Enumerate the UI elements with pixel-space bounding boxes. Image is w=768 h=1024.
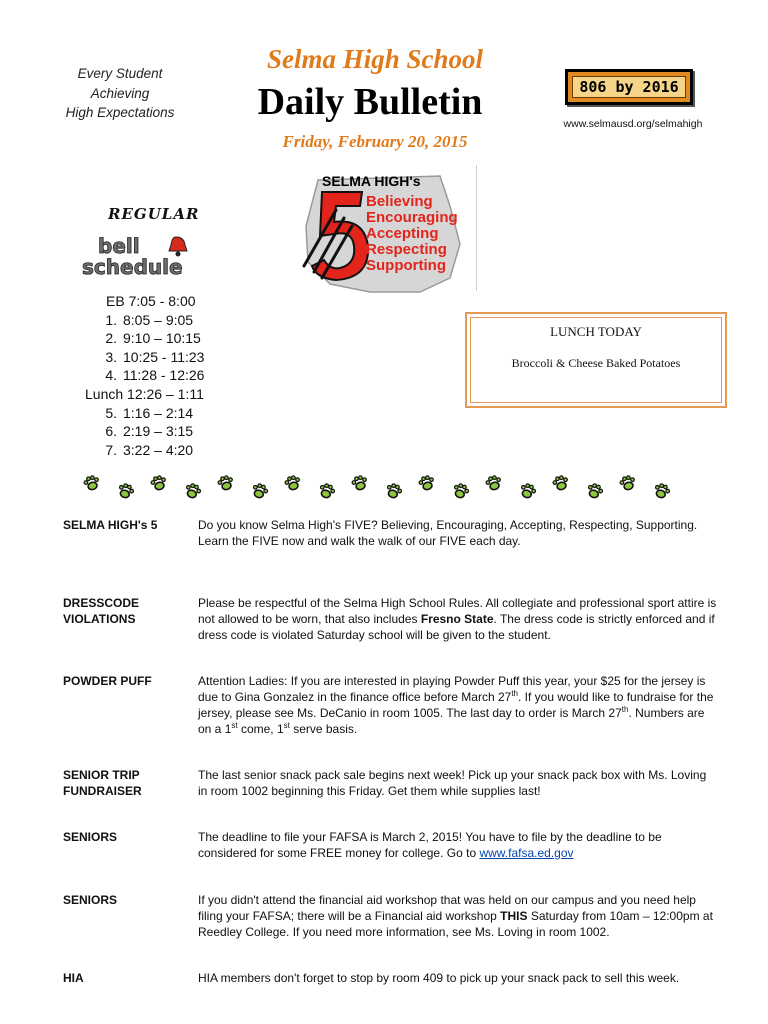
bell-schedule-badge xyxy=(80,233,226,279)
period-time: 10:25 - 11:23 xyxy=(123,348,205,365)
paw-print-icon xyxy=(251,482,269,500)
paw-print-icon xyxy=(351,475,369,492)
schedule-row xyxy=(80,348,280,367)
motto-line: Every Student xyxy=(77,66,163,81)
paw-print-icon xyxy=(385,482,403,500)
announcement-label: SELMA HIGH's 5 xyxy=(63,518,158,532)
period-time: 3:22 – 4:20 xyxy=(123,441,194,458)
badge-line: schedule xyxy=(82,255,183,279)
fafsa-link[interactable]: www.fafsa.ed.gov xyxy=(479,846,574,860)
text-part: . Numbers are on a 1 xyxy=(198,706,705,736)
period-label: 5. xyxy=(105,404,117,421)
text-part: Saturday from 10am – 12:00pm at Reedley College. If you need more information, see Ms. Loving in room 1002. xyxy=(198,909,713,939)
logo-word: Accepting xyxy=(366,225,439,242)
lunch-menu: Broccoli & Cheese Baked Potatoes xyxy=(511,356,681,370)
period-time: 7:05 - 8:00 xyxy=(128,293,196,309)
paw-print-icon xyxy=(619,475,637,492)
period-time: 8:05 – 9:05 xyxy=(123,311,194,328)
period-time: 9:10 – 10:15 xyxy=(123,330,201,347)
selma-five-logo xyxy=(300,166,465,296)
paw-print-icon xyxy=(184,482,202,500)
bell-schedule-graphic xyxy=(80,233,226,279)
label-line: DRESSCODE xyxy=(63,596,140,610)
text-part: . The dress code is strictly enforced and if dress code is violated Saturday school will be given to the student. xyxy=(198,612,715,642)
lunch-title: LUNCH TODAY xyxy=(550,324,642,339)
logo-word: Believing xyxy=(366,193,433,210)
text-part: If you didn't attend the financial aid workshop that was held on our campus and you need help filing your FAFSA; there will be a Financial aid workshop xyxy=(198,893,696,923)
announcement-text: HIA members don't forget to stop by room 409 to pick up your snack pack to sell this week. xyxy=(198,971,680,985)
period-time: 1:16 – 2:14 xyxy=(123,404,194,421)
logo-heading: SELMA HIGH's xyxy=(322,173,421,189)
announcement-text xyxy=(198,829,718,861)
schedule-row xyxy=(80,311,280,330)
announcement-label: POWDER PUFF xyxy=(63,674,152,688)
lunch-box-inner xyxy=(470,317,722,403)
announcement-text: The last senior snack pack sale begins next week! Pick up your snack pack box with Ms. Loving in room 1002 beginning this Friday. Get them while supplies last! xyxy=(198,768,707,798)
text-part: come, 1 xyxy=(237,722,284,736)
website-url[interactable]: www.selmausd.org/selmahigh xyxy=(563,118,703,130)
superscript: st xyxy=(283,721,290,730)
school-name: Selma High School xyxy=(266,44,484,74)
announcement-label xyxy=(63,767,183,799)
motto-line: Achieving xyxy=(90,85,150,101)
label-line: VIOLATIONS xyxy=(63,612,136,626)
goal-badge-text: 806 by 2016 xyxy=(572,76,686,98)
badge-line: bell xyxy=(98,234,140,258)
text-part: Please be respectful of the Selma High School Rules. All collegiate and professional sport attire is not allowed to be worn, that also includes xyxy=(198,596,717,626)
text-part: The deadline to file your FAFSA is March 2, 2015! You have to file by the deadline to be considered for some FREE money for college. Go to xyxy=(198,830,662,860)
bulletin-date: Friday, February 20, 2015 xyxy=(282,132,468,151)
schedule-row xyxy=(80,422,280,441)
announcement-label: HIA xyxy=(63,971,84,985)
period-label: 7. xyxy=(105,441,117,458)
period-time: 2:19 – 3:15 xyxy=(123,423,194,440)
divider xyxy=(476,165,477,291)
period-label: 4. xyxy=(105,367,117,384)
period-label: Lunch xyxy=(85,385,124,402)
paw-print-icon xyxy=(552,475,570,492)
schedule-type: REGULAR xyxy=(108,205,200,223)
lunch-box xyxy=(465,312,727,408)
schedule-row xyxy=(80,366,280,385)
paw-print-icon xyxy=(519,482,537,500)
school-motto xyxy=(50,64,190,123)
paw-print-icon xyxy=(485,475,503,492)
period-label: EB xyxy=(106,293,125,309)
paw-print-divider xyxy=(78,472,698,504)
logo-word: Respecting xyxy=(366,241,447,258)
motto-line: High Expectations xyxy=(65,105,175,120)
announcement-label: SENIORS xyxy=(63,893,118,907)
period-time: 11:28 - 12:26 xyxy=(123,367,205,384)
superscript: st xyxy=(231,721,238,730)
superscript: th xyxy=(621,705,629,714)
text-part: . If you would like to fundraise for the jersey, please see Ms. DeCanio in room 1005. The last day to order is March 27 xyxy=(198,690,714,720)
paw-print-icon xyxy=(117,482,135,500)
superscript: th xyxy=(511,689,518,698)
schedule-row xyxy=(80,441,280,460)
paw-print-icon xyxy=(150,475,168,492)
schedule-row xyxy=(80,292,280,311)
paw-print-icon xyxy=(653,482,671,500)
bell-icon xyxy=(169,237,187,257)
paw-print-icon xyxy=(318,482,336,500)
schedule-row xyxy=(80,404,280,423)
paw-print-icon xyxy=(284,475,302,492)
page-title: Daily Bulletin xyxy=(257,81,483,123)
paw-print-icon xyxy=(83,475,101,492)
period-label: 2. xyxy=(105,330,117,347)
announcement-text xyxy=(198,595,718,643)
announcement-text: Do you know Selma High's FIVE? Believing, Encouraging, Accepting, Respecting, Supporting. Learn the FIVE now and walk the walk of our FIVE each day. xyxy=(198,518,698,548)
text-emphasis: Fresno State xyxy=(420,612,494,626)
paw-print-icon xyxy=(217,475,235,492)
period-label: 6. xyxy=(105,423,117,440)
paw-print-icon xyxy=(418,475,436,492)
period-time: 12:26 – 1:11 xyxy=(127,385,204,402)
paw-print-icon xyxy=(452,482,470,500)
bear-claw-five-icon xyxy=(300,166,465,296)
label-line: SENIOR TRIP xyxy=(63,768,140,782)
label-line: FUNDRAISER xyxy=(63,784,142,798)
announcement-text xyxy=(198,673,718,737)
period-label: 3. xyxy=(105,348,117,365)
bell-schedule-list xyxy=(80,292,280,459)
logo-word: Encouraging xyxy=(366,209,458,226)
announcement-label: SENIORS xyxy=(63,830,118,844)
schedule-row xyxy=(80,385,280,404)
paw-print-icon xyxy=(586,482,604,500)
goal-badge xyxy=(565,69,693,105)
period-label: 1. xyxy=(105,311,117,328)
text-emphasis: THIS xyxy=(500,909,528,923)
paw-print-row xyxy=(78,472,698,504)
text-part: Attention Ladies: If you are interested in playing Powder Puff this year, your $25 for the jersey is due to Gina Gonzalez in the finance office before March 27 xyxy=(198,674,706,704)
text-part: serve basis. xyxy=(289,722,358,736)
announcement-label xyxy=(63,595,183,627)
announcement-text xyxy=(198,892,718,940)
schedule-row xyxy=(80,329,280,348)
logo-word: Supporting xyxy=(366,257,446,274)
